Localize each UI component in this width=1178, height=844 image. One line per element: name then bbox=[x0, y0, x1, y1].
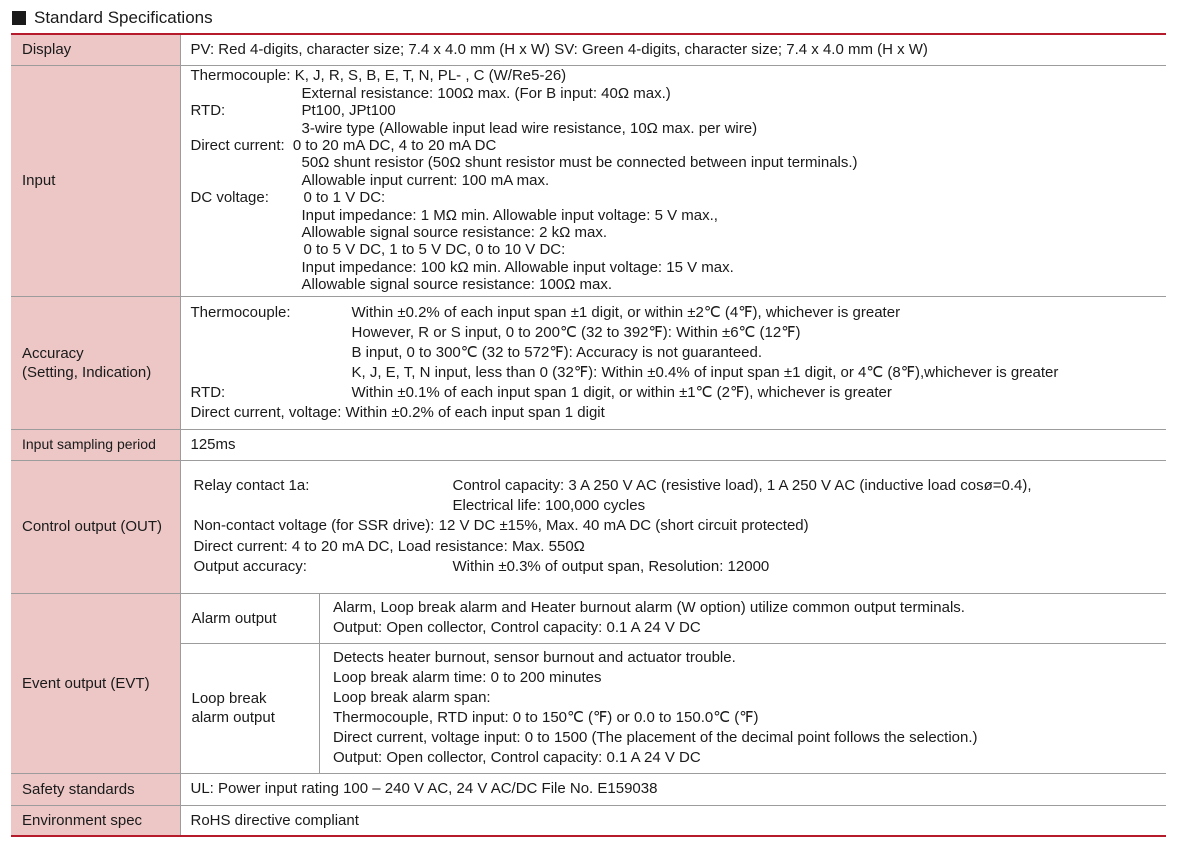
control-ssr: Non-contact voltage (for SSR drive): 12 V DC ±15%, Max. 40 mA DC (short circuit protected) bbox=[193, 517, 809, 535]
accuracy-rtd: Within ±0.1% of each input span 1 digit, or within ±1℃ (2℉), whichever is greater bbox=[351, 383, 892, 401]
accuracy-tc-line1: Within ±0.2% of each input span ±1 digit, or within ±2℃ (4℉), whichever is greater bbox=[351, 303, 901, 321]
spec-table bbox=[11, 33, 1166, 837]
input-rtd-label: RTD: bbox=[190, 102, 226, 120]
label-control: Control output (OUT) bbox=[11, 460, 180, 593]
event-loop-line2: Loop break alarm time: 0 to 200 minutes bbox=[333, 669, 602, 687]
control-accuracy: Within ±0.3% of output span, Resolution: 12000 bbox=[452, 557, 770, 575]
input-thermocouple: Thermocouple: K, J, R, S, B, E, T, N, PL- , C (W/Re5-26) bbox=[190, 67, 567, 85]
event-loop-label-line1: Loop break bbox=[191, 690, 267, 708]
accuracy-tc-line2: However, R or S input, 0 to 200℃ (32 to 392℉): Within ±6℃ (12℉) bbox=[351, 323, 801, 341]
label-environment: Environment spec bbox=[11, 805, 180, 836]
event-loop-line1: Detects heater burnout, sensor burnout and actuator trouble. bbox=[333, 649, 736, 667]
input-dc-range: 0 to 20 mA DC, 4 to 20 mA DC bbox=[292, 136, 497, 154]
input-dcv-source2: Allowable signal source resistance: 100Ω max. bbox=[301, 276, 613, 294]
input-dcv-impedance1: Input impedance: 1 MΩ min. Allowable input voltage: 5 V max., bbox=[301, 206, 718, 224]
section-title-text: Standard Specifications bbox=[34, 8, 213, 27]
row-sampling bbox=[11, 429, 1166, 460]
row-environment bbox=[11, 805, 1166, 836]
label-display: Display bbox=[11, 34, 180, 65]
input-dc-allowable: Allowable input current: 100 mA max. bbox=[301, 171, 550, 189]
accuracy-label-line1: Accuracy bbox=[22, 344, 84, 362]
control-accuracy-label: Output accuracy: bbox=[193, 557, 307, 575]
input-rtd-types: Pt100, JPt100 bbox=[301, 102, 396, 120]
environment-value: RoHS directive compliant bbox=[180, 805, 1166, 836]
row-accuracy bbox=[11, 296, 1166, 429]
input-tc-resistance: External resistance: 100Ω max. (For B input: 40Ω max.) bbox=[301, 84, 671, 102]
event-alarm-line1: Alarm, Loop break alarm and Heater burnout alarm (W option) utilize common output terminals. bbox=[333, 599, 965, 617]
accuracy-tc-line3: B input, 0 to 300℃ (32 to 572℉): Accuracy is not guaranteed. bbox=[351, 343, 763, 361]
input-dcv-range2: 0 to 5 V DC, 1 to 5 V DC, 0 to 10 V DC: bbox=[303, 241, 566, 259]
input-dcv-range1: 0 to 1 V DC: bbox=[303, 189, 386, 207]
accuracy-tc-label: Thermocouple: bbox=[190, 303, 291, 321]
event-loop-line6: Output: Open collector, Control capacity: 0.1 A 24 V DC bbox=[333, 749, 701, 767]
row-event bbox=[11, 593, 1166, 773]
input-dcv-impedance2: Input impedance: 100 kΩ min. Allowable input voltage: 15 V max. bbox=[301, 258, 734, 276]
accuracy-tc-line4: K, J, E, T, N input, less than 0 (32℉): Within ±0.4% of input span ±1 digit, or 4℃ (8℉),whichever is greater bbox=[351, 363, 1059, 381]
accuracy-label-line2: (Setting, Indication) bbox=[22, 363, 152, 381]
sampling-value: 125ms bbox=[180, 429, 1166, 460]
row-input bbox=[11, 65, 1166, 296]
control-relay-line2: Electrical life: 100,000 cycles bbox=[452, 497, 646, 515]
event-subtable bbox=[181, 594, 1167, 773]
label-event: Event output (EVT) bbox=[11, 593, 180, 773]
control-relay-line1: Control capacity: 3 A 250 V AC (resistive load), 1 A 250 V AC (inductive load cosø=0.4), bbox=[452, 476, 1032, 494]
section-title bbox=[12, 7, 213, 29]
row-display bbox=[11, 34, 1166, 65]
event-loop-line4: Thermocouple, RTD input: 0 to 150℃ (℉) or 0.0 to 150.0℃ (℉) bbox=[333, 709, 759, 727]
input-rtd-wire: 3-wire type (Allowable input lead wire resistance, 10Ω max. per wire) bbox=[301, 119, 758, 137]
event-loop-line5: Direct current, voltage input: 0 to 1500 (The placement of the decimal point follows the selection.) bbox=[333, 729, 978, 747]
label-accuracy bbox=[11, 296, 180, 429]
event-loop-line3: Loop break alarm span: bbox=[333, 689, 491, 707]
label-safety: Safety standards bbox=[11, 773, 180, 805]
event-alarm-label: Alarm output bbox=[181, 594, 320, 644]
event-loop-label-line2: alarm output bbox=[191, 709, 275, 727]
input-dcv-label: DC voltage: bbox=[190, 189, 269, 207]
input-dc-shunt: 50Ω shunt resistor (50Ω shunt resistor must be connected between input terminals.) bbox=[301, 154, 858, 172]
control-direct-current: Direct current: 4 to 20 mA DC, Load resistance: Max. 550Ω bbox=[193, 537, 585, 555]
event-alarm-row bbox=[181, 594, 1167, 644]
square-bullet-icon bbox=[12, 11, 26, 25]
label-sampling: Input sampling period bbox=[11, 429, 180, 460]
event-loop-row bbox=[181, 644, 1167, 773]
safety-value: UL: Power input rating 100 – 240 V AC, 24 V AC/DC File No. E159038 bbox=[190, 780, 658, 798]
control-relay-label: Relay contact 1a: bbox=[193, 476, 310, 494]
accuracy-dc: Direct current, voltage: Within ±0.2% of each input span 1 digit bbox=[190, 403, 605, 421]
accuracy-rtd-label: RTD: bbox=[190, 383, 226, 401]
event-alarm-line2: Output: Open collector, Control capacity: 0.1 A 24 V DC bbox=[333, 619, 701, 637]
input-dc-label: Direct current: bbox=[190, 136, 285, 154]
label-input: Input bbox=[11, 65, 180, 296]
display-value: PV: Red 4-digits, character size; 7.4 x 4.0 mm (H x W) SV: Green 4-digits, character size; 7.4 x 4.0 mm (H x W) bbox=[190, 41, 928, 58]
input-dcv-source1: Allowable signal source resistance: 2 kΩ max. bbox=[301, 224, 608, 242]
row-safety bbox=[11, 773, 1166, 805]
row-control bbox=[11, 460, 1166, 593]
